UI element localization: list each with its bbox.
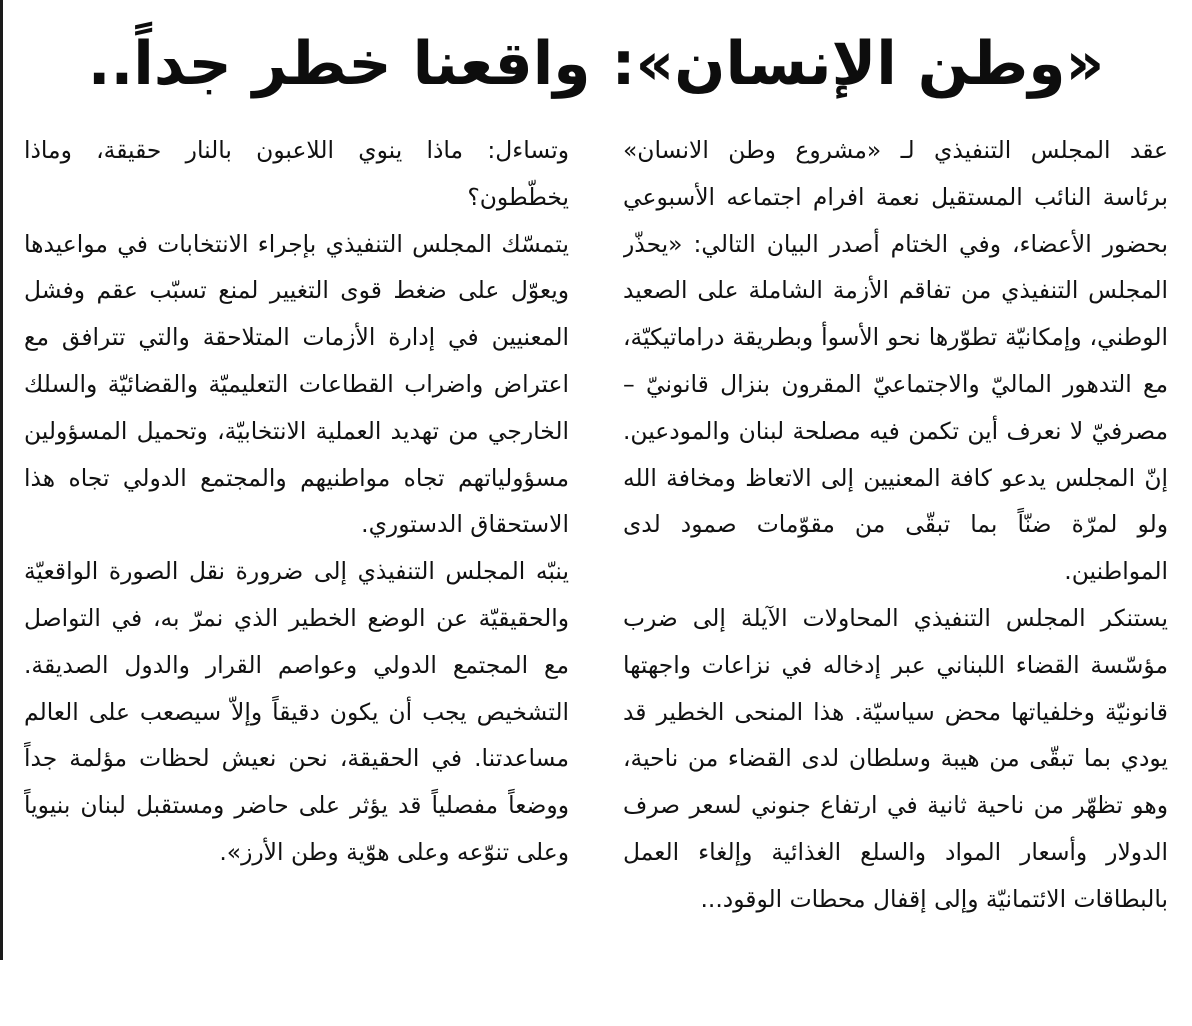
article-paragraph: يستنكر المجلس التنفيذي المحاولات الآيلة إلى ضرب مؤسّسة القضاء اللبناني عبر إدخاله في نزاعات واجهتها قانونيّة وخلفياتها محض سياسيّة. هذا المنحى الخطير قد يودي بما تبقّى من هيبة وسلطان لدى القضاء من ناحية، وهو تظهّر من ناحية ثانية في ارتفاع جنوني لسعر صرف الدولار وأسعار المواد والسلع الغذائية وإلغاء العمل بالبطاقات الائتمانيّة وإلى إقفال محطات الوقود... (623, 603, 1168, 913)
article-column-right (623, 127, 1168, 967)
article-paragraph: ينبّه المجلس التنفيذي إلى ضرورة نقل الصورة الواقعيّة والحقيقيّة عن الوضع الخطير الذي نمرّ به، في التواصل مع المجتمع الدولي وعواصم القرار والدول الصديقة. التشخيص يجب أن يكون دقيقاً وإلاّ سيصعب على العالم مساعدتنا. في الحقيقة، نحن نعيش لحظات مؤلمة جداً ووضعاً مفصلياً قد يؤثر على حاضر ومستقبل لبنان بنيوياً وعلى تنوّعه وعلى هوّية وطن الأرز». (24, 557, 569, 866)
article-paragraph: يتمسّك المجلس التنفيذي بإجراء الانتخابات في مواعيدها ويعوّل على ضغط قوى التغيير لمنع تسبّب عقم وفشل المعنيين في إدارة الأزمات المتلاحقة والتي تترافق مع اعتراض واضراب القطاعات التعليميّة والقضائيّة والسلك الخارجي من تهديد العملية الانتخابيّة، وتحميل المسؤولين مسؤولياتهم تجاه مواطنيهم والمجتمع الدولي تجاه هذا الاستحقاق الدستوري. (24, 229, 569, 539)
article-paragraph: عقد المجلس التنفيذي لـ «مشروع وطن الانسان» برئاسة النائب المستقيل نعمة افرام اجتماعه الأسبوعي بحضور الأعضاء، وفي الختام أصدر البيان التالي: «يحذّر المجلس التنفيذي من تفاقم الأزمة الشاملة على الصعيد الوطني، وإمكانيّة تطوّرها نحو الأسوأ وبطريقة دراماتيكيّة، مع التدهور الماليّ والاجتماعيّ المقرون بنزال قانونيّ – مصرفيّ لا نعرف أين تكمن فيه مصلحة لبنان والمودعين. إنّ المجلس يدعو كافة المعنيين إلى الاتعاظ ومخافة الله ولو لمرّة ضنّاً بما تبقّى من مقوّمات صمود لدى المواطنين. (623, 136, 1168, 586)
article-paragraph: وتساءل: ماذا ينوي اللاعبون بالنار حقيقة، وماذا يخطّطون؟ (24, 136, 569, 211)
article-column-left (24, 127, 569, 967)
page-edge-rule (0, 0, 3, 960)
article-headline: «وطن الإنسان»: واقعنا خطر جداً.. (87, 29, 1105, 99)
